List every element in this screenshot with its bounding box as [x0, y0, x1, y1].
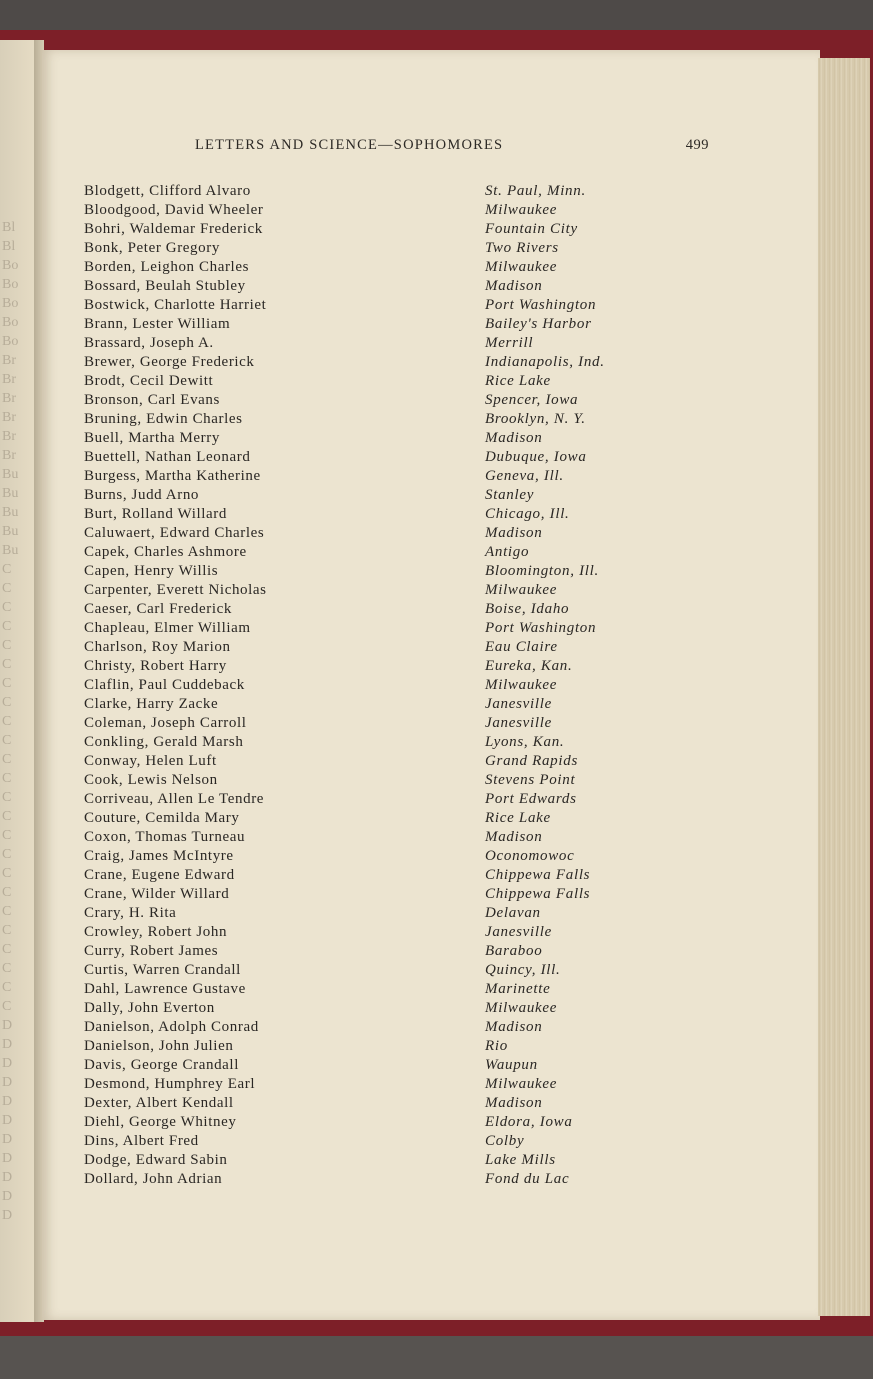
list-item [84, 581, 724, 600]
student-hometown: Baraboo [485, 943, 543, 959]
student-hometown: Grand Rapids [485, 753, 578, 769]
list-item [84, 543, 724, 562]
facing-page-fragment: C [2, 885, 12, 900]
facing-page-fragment: Bu [2, 524, 19, 539]
facing-page-fragment: C [2, 790, 12, 805]
facing-page-fragment: D [2, 1208, 13, 1223]
list-item [84, 790, 724, 809]
list-item [84, 201, 724, 220]
facing-page-fragment: C [2, 695, 12, 710]
list-item [84, 1018, 724, 1037]
student-name: Capen, Henry Willis [84, 563, 219, 579]
list-item [84, 258, 724, 277]
facing-page-fragment: C [2, 866, 12, 881]
student-hometown: Eureka, Kan. [485, 658, 573, 674]
student-name: Curry, Robert James [84, 943, 219, 959]
list-item [84, 372, 724, 391]
student-hometown: Madison [485, 525, 543, 541]
list-item [84, 524, 724, 543]
list-item [84, 1132, 724, 1151]
student-hometown: Stevens Point [485, 772, 576, 788]
student-hometown: Merrill [485, 335, 534, 351]
list-item [84, 1094, 724, 1113]
student-hometown: St. Paul, Minn. [485, 183, 586, 199]
facing-page-fragment: D [2, 1151, 13, 1166]
student-name: Borden, Leighon Charles [84, 259, 250, 275]
student-name: Bloodgood, David Wheeler [84, 202, 264, 218]
student-hometown: Madison [485, 829, 543, 845]
list-item [84, 999, 724, 1018]
list-item [84, 847, 724, 866]
student-hometown: Colby [485, 1133, 525, 1149]
list-item [84, 391, 724, 410]
student-name: Davis, George Crandall [84, 1057, 239, 1073]
student-name: Coleman, Joseph Carroll [84, 715, 247, 731]
student-hometown: Port Edwards [485, 791, 577, 807]
facing-page-fragment: C [2, 562, 12, 577]
student-name: Brewer, George Frederick [84, 354, 255, 370]
student-hometown: Milwaukee [485, 259, 558, 275]
student-hometown: Milwaukee [485, 202, 558, 218]
student-hometown: Boise, Idaho [485, 601, 570, 617]
list-item [84, 429, 724, 448]
student-hometown: Janesville [485, 924, 552, 940]
facing-page-fragment: C [2, 999, 12, 1014]
page-title: LETTERS AND SCIENCE—SOPHOMORES [195, 137, 504, 153]
list-item [84, 638, 724, 657]
list-item [84, 448, 724, 467]
student-name: Blodgett, Clifford Alvaro [84, 183, 251, 199]
facing-page-fragment: D [2, 1113, 13, 1128]
student-name: Coxon, Thomas Turneau [84, 829, 246, 845]
student-name: Dollard, John Adrian [84, 1171, 223, 1187]
facing-page-fragment: C [2, 961, 12, 976]
list-item [84, 220, 724, 239]
student-hometown: Marinette [485, 981, 551, 997]
student-hometown: Eldora, Iowa [485, 1114, 573, 1130]
student-hometown: Oconomowoc [485, 848, 575, 864]
list-item [84, 942, 724, 961]
student-hometown: Madison [485, 430, 543, 446]
facing-page-fragment: C [2, 657, 12, 672]
student-hometown: Chippewa Falls [485, 886, 591, 902]
list-item [84, 1056, 724, 1075]
student-hometown: Rice Lake [485, 373, 551, 389]
list-item [84, 505, 724, 524]
facing-page-fragment: D [2, 1170, 13, 1185]
student-hometown: Chippewa Falls [485, 867, 591, 883]
student-name: Corriveau, Allen Le Tendre [84, 791, 265, 807]
student-hometown: Two Rivers [485, 240, 559, 256]
facing-page-fragment: Bu [2, 486, 19, 501]
student-hometown: Port Washington [485, 620, 597, 636]
student-hometown: Waupun [485, 1057, 538, 1073]
facing-page-fragment: Bl [2, 239, 16, 254]
facing-page-fragment: Bo [2, 334, 19, 349]
facing-page-fragment: C [2, 733, 12, 748]
facing-page-fragment: Br [2, 353, 16, 368]
page-number: 499 [685, 137, 709, 153]
list-item [84, 904, 724, 923]
student-hometown: Eau Claire [485, 639, 558, 655]
facing-page-fragment: Bl [2, 220, 16, 235]
facing-page-fragment: C [2, 980, 12, 995]
student-name: Claflin, Paul Cuddeback [84, 677, 245, 693]
facing-page-fragment: C [2, 923, 12, 938]
student-hometown: Port Washington [485, 297, 597, 313]
student-list [84, 182, 724, 1189]
student-name: Bronson, Carl Evans [84, 392, 220, 408]
student-hometown: Indianapolis, Ind. [485, 354, 605, 370]
facing-page-fragment: C [2, 638, 12, 653]
facing-page-fragment: D [2, 1094, 13, 1109]
student-hometown: Chicago, Ill. [485, 506, 570, 522]
list-item [84, 1113, 724, 1132]
student-name: Desmond, Humphrey Earl [84, 1076, 256, 1092]
page-edges [818, 58, 870, 1316]
list-item [84, 1151, 724, 1170]
list-item [84, 1037, 724, 1056]
student-name: Bonk, Peter Gregory [84, 240, 220, 256]
list-item [84, 410, 724, 429]
facing-page-fragment: Bu [2, 467, 19, 482]
facing-page-fragment: Bu [2, 505, 19, 520]
student-name: Burt, Rolland Willard [84, 506, 227, 522]
facing-page-fragment: Bo [2, 277, 19, 292]
list-item [84, 1075, 724, 1094]
list-item [84, 714, 724, 733]
list-item [84, 866, 724, 885]
student-name: Crary, H. Rita [84, 905, 177, 921]
facing-page-fragment: Br [2, 448, 16, 463]
facing-page-fragment: C [2, 752, 12, 767]
student-name: Danielson, John Julien [84, 1038, 234, 1054]
facing-page-fragment: D [2, 1189, 13, 1204]
list-item [84, 467, 724, 486]
student-name: Caluwaert, Edward Charles [84, 525, 265, 541]
student-hometown: Janesville [485, 696, 552, 712]
facing-page-fragment: C [2, 828, 12, 843]
student-name: Conkling, Gerald Marsh [84, 734, 244, 750]
student-name: Buettell, Nathan Leonard [84, 449, 251, 465]
facing-page-fragment: D [2, 1132, 13, 1147]
facing-page-fragment: Bo [2, 315, 19, 330]
student-hometown: Milwaukee [485, 1076, 558, 1092]
student-name: Brodt, Cecil Dewitt [84, 373, 214, 389]
list-item [84, 885, 724, 904]
student-name: Conway, Helen Luft [84, 753, 217, 769]
list-item [84, 695, 724, 714]
student-name: Craig, James McIntyre [84, 848, 234, 864]
facing-page-fragment: C [2, 809, 12, 824]
student-name: Cook, Lewis Nelson [84, 772, 218, 788]
student-hometown: Delavan [485, 905, 541, 921]
list-item [84, 980, 724, 999]
student-hometown: Dubuque, Iowa [485, 449, 587, 465]
student-name: Curtis, Warren Crandall [84, 962, 241, 978]
list-item [84, 334, 724, 353]
student-hometown: Rio [485, 1038, 508, 1054]
scanner-background-bottom [0, 1336, 873, 1379]
student-name: Brassard, Joseph A. [84, 335, 214, 351]
list-item [84, 809, 724, 828]
student-name: Carpenter, Everett Nicholas [84, 582, 267, 598]
facing-page-fragment: D [2, 1037, 13, 1052]
facing-page-fragment: C [2, 904, 12, 919]
student-name: Capek, Charles Ashmore [84, 544, 247, 560]
student-name: Danielson, Adolph Conrad [84, 1019, 259, 1035]
list-item [84, 600, 724, 619]
list-item [84, 923, 724, 942]
student-hometown: Madison [485, 1019, 543, 1035]
student-name: Burns, Judd Arno [84, 487, 200, 503]
student-hometown: Bailey's Harbor [485, 316, 592, 332]
student-hometown: Spencer, Iowa [485, 392, 579, 408]
student-name: Dodge, Edward Sabin [84, 1152, 228, 1168]
student-hometown: Stanley [485, 487, 535, 503]
facing-page-fragment: Br [2, 391, 16, 406]
list-item [84, 619, 724, 638]
student-name: Crane, Wilder Willard [84, 886, 230, 902]
student-hometown: Janesville [485, 715, 552, 731]
facing-page-fragment: C [2, 714, 12, 729]
student-name: Bruning, Edwin Charles [84, 411, 243, 427]
facing-page-fragment: C [2, 847, 12, 862]
list-item [84, 296, 724, 315]
list-item [84, 828, 724, 847]
student-hometown: Madison [485, 1095, 543, 1111]
student-hometown: Milwaukee [485, 582, 558, 598]
student-hometown: Brooklyn, N. Y. [485, 411, 586, 427]
list-item [84, 1170, 724, 1189]
student-hometown: Fountain City [485, 221, 578, 237]
student-name: Bossard, Beulah Stubley [84, 278, 246, 294]
scanner-background-top [0, 0, 873, 34]
student-hometown: Milwaukee [485, 1000, 558, 1016]
student-name: Crowley, Robert John [84, 924, 228, 940]
list-item [84, 752, 724, 771]
list-item [84, 182, 724, 201]
student-name: Diehl, George Whitney [84, 1114, 237, 1130]
student-hometown: Fond du Lac [485, 1171, 570, 1187]
list-item [84, 353, 724, 372]
student-name: Buell, Martha Merry [84, 430, 220, 446]
student-name: Burgess, Martha Katherine [84, 468, 261, 484]
facing-page-fragment: Br [2, 410, 16, 425]
facing-page-fragment: Bo [2, 258, 19, 273]
list-item [84, 771, 724, 790]
facing-page-fragment: D [2, 1075, 13, 1090]
list-item [84, 486, 724, 505]
student-name: Dexter, Albert Kendall [84, 1095, 234, 1111]
list-item [84, 315, 724, 334]
student-name: Dally, John Everton [84, 1000, 215, 1016]
student-hometown: Bloomington, Ill. [485, 563, 599, 579]
list-item [84, 562, 724, 581]
student-name: Clarke, Harry Zacke [84, 696, 219, 712]
student-name: Caeser, Carl Frederick [84, 601, 232, 617]
student-name: Bostwick, Charlotte Harriet [84, 297, 267, 313]
student-hometown: Madison [485, 278, 543, 294]
student-name: Dins, Albert Fred [84, 1133, 199, 1149]
facing-page-edge [0, 40, 36, 1322]
student-hometown: Geneva, Ill. [485, 468, 564, 484]
facing-page-fragment: D [2, 1056, 13, 1071]
facing-page-fragment: D [2, 1018, 13, 1033]
facing-page-fragment: Bu [2, 543, 19, 558]
list-item [84, 277, 724, 296]
student-hometown: Lake Mills [485, 1152, 556, 1168]
student-name: Bohri, Waldemar Frederick [84, 221, 263, 237]
facing-page-fragment: C [2, 942, 12, 957]
list-item [84, 657, 724, 676]
facing-page-fragment: C [2, 676, 12, 691]
facing-page-fragment: C [2, 600, 12, 615]
facing-page-fragments [0, 220, 30, 1227]
facing-page-fragment: C [2, 771, 12, 786]
list-item [84, 733, 724, 752]
student-hometown: Rice Lake [485, 810, 551, 826]
student-name: Dahl, Lawrence Gustave [84, 981, 246, 997]
facing-page-fragment: C [2, 619, 12, 634]
list-item [84, 676, 724, 695]
list-item [84, 961, 724, 980]
facing-page-fragment: Br [2, 372, 16, 387]
student-name: Chapleau, Elmer William [84, 620, 251, 636]
student-name: Charlson, Roy Marion [84, 639, 231, 655]
student-name: Couture, Cemilda Mary [84, 810, 240, 826]
student-name: Christy, Robert Harry [84, 658, 227, 674]
student-name: Brann, Lester William [84, 316, 231, 332]
student-hometown: Milwaukee [485, 677, 558, 693]
student-name: Crane, Eugene Edward [84, 867, 235, 883]
student-hometown: Lyons, Kan. [485, 734, 565, 750]
facing-page-fragment: Br [2, 429, 16, 444]
student-hometown: Quincy, Ill. [485, 962, 561, 978]
facing-page-fragment: Bo [2, 296, 19, 311]
running-head [155, 137, 715, 155]
student-hometown: Antigo [485, 544, 530, 560]
facing-page-fragment: C [2, 581, 12, 596]
list-item [84, 239, 724, 258]
